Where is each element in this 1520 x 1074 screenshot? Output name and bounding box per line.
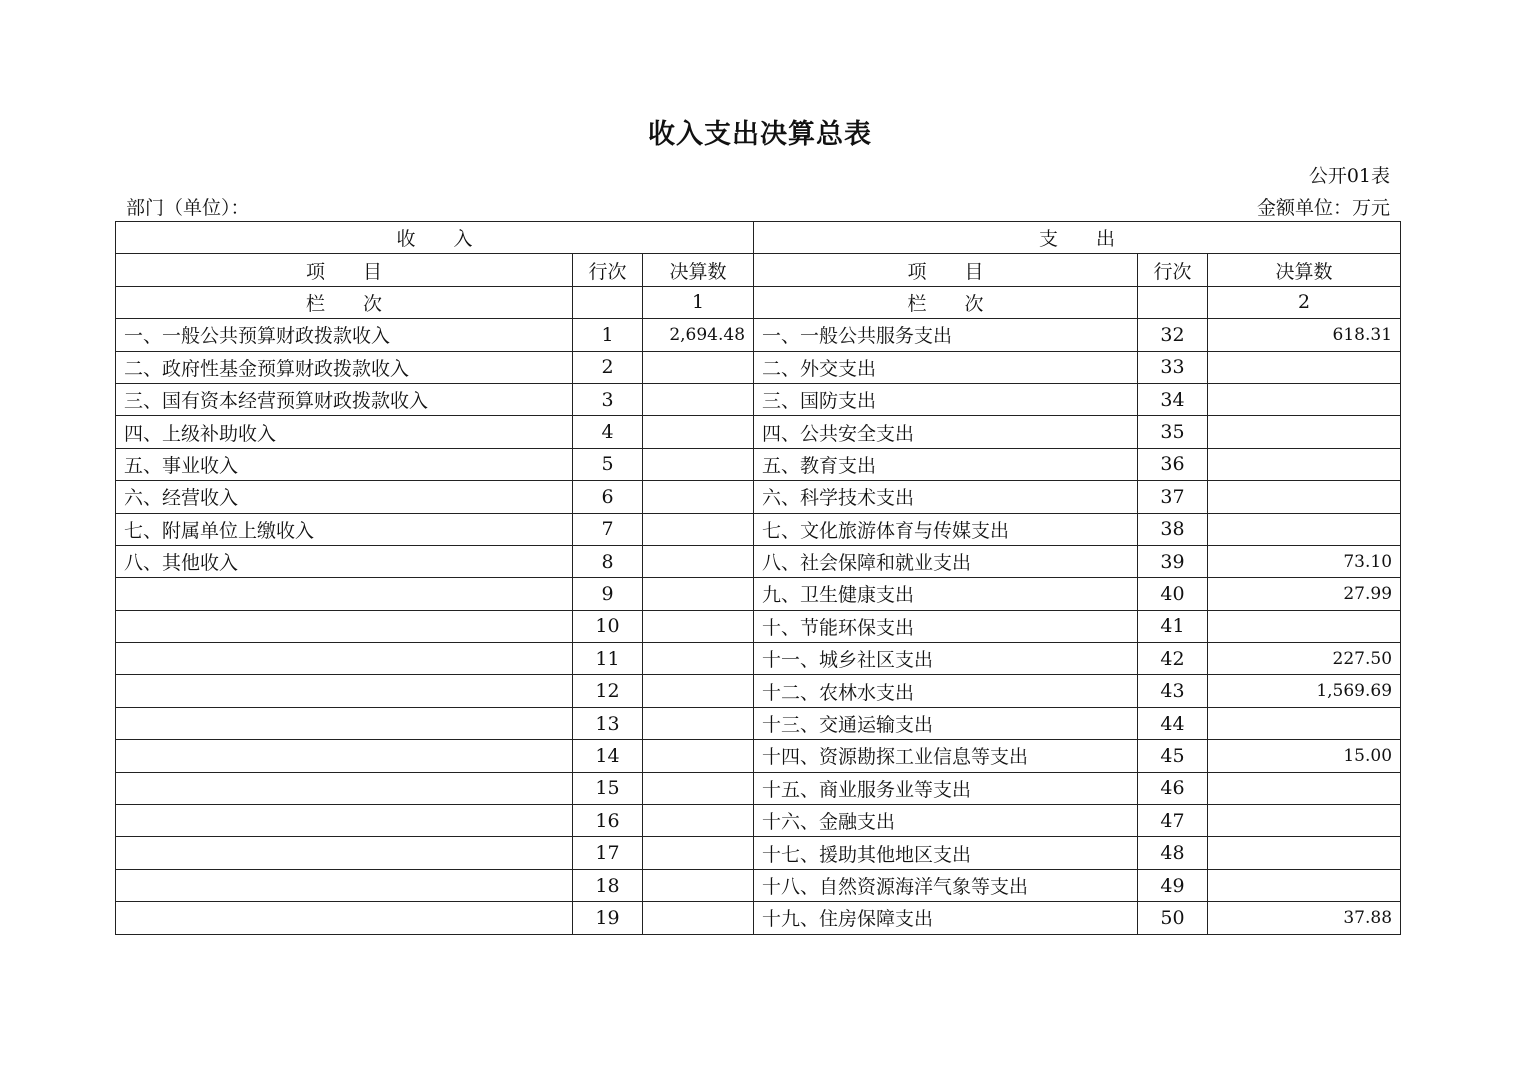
- income-amount: [643, 740, 754, 772]
- expense-item: 五、教育支出: [754, 448, 1138, 480]
- expense-amount: [1208, 772, 1401, 804]
- income-row-no: 17: [573, 837, 643, 869]
- expense-item: 十七、援助其他地区支出: [754, 837, 1138, 869]
- expense-amount: [1208, 416, 1401, 448]
- expense-row-no: 49: [1138, 869, 1208, 901]
- expense-amount: [1208, 869, 1401, 901]
- income-column-no-blank: [573, 286, 643, 318]
- table-row: [116, 610, 1401, 642]
- expense-amount: [1208, 707, 1401, 739]
- expense-amount: [1208, 448, 1401, 480]
- table-row: [116, 869, 1401, 901]
- expense-item: 三、国防支出: [754, 383, 1138, 415]
- income-amount: [643, 675, 754, 707]
- table-row: [116, 902, 1401, 934]
- expense-amount: [1208, 837, 1401, 869]
- expense-row-no: 47: [1138, 805, 1208, 837]
- table-row: [116, 481, 1401, 513]
- expense-item: 二、外交支出: [754, 351, 1138, 383]
- expense-item: 十八、自然资源海洋气象等支出: [754, 869, 1138, 901]
- expense-row-no: 32: [1138, 319, 1208, 351]
- income-row-no: 11: [573, 643, 643, 675]
- expense-item: 六、科学技术支出: [754, 481, 1138, 513]
- expense-item: 十三、交通运输支出: [754, 707, 1138, 739]
- income-amount: [643, 383, 754, 415]
- income-row-no: 3: [573, 383, 643, 415]
- income-amount: [643, 448, 754, 480]
- income-amount: [643, 513, 754, 545]
- income-row-no: 5: [573, 448, 643, 480]
- expense-row-no: 45: [1138, 740, 1208, 772]
- expense-item: 十、节能环保支出: [754, 610, 1138, 642]
- expense-item: 四、公共安全支出: [754, 416, 1138, 448]
- table-row: [116, 837, 1401, 869]
- table-row: [116, 772, 1401, 804]
- table-row: [116, 513, 1401, 545]
- income-item: [116, 902, 573, 934]
- expense-amount: 618.31: [1208, 319, 1401, 351]
- income-amount: [643, 805, 754, 837]
- expense-item: 十六、金融支出: [754, 805, 1138, 837]
- table-row: [116, 707, 1401, 739]
- expense-item: 十二、农林水支出: [754, 675, 1138, 707]
- table-row: [116, 351, 1401, 383]
- income-row-no: 7: [573, 513, 643, 545]
- table-row: [116, 545, 1401, 577]
- income-amount: [643, 416, 754, 448]
- income-expense-table: [115, 221, 1401, 935]
- income-amount: [643, 545, 754, 577]
- department-label: 部门（单位）：: [126, 197, 250, 219]
- income-amount: [643, 481, 754, 513]
- income-row-no: 16: [573, 805, 643, 837]
- expense-item: 九、卫生健康支出: [754, 578, 1138, 610]
- expense-section-header: 支 出: [754, 222, 1401, 254]
- table-row: [116, 578, 1401, 610]
- expense-item: 十一、城乡社区支出: [754, 643, 1138, 675]
- table-row: [116, 643, 1401, 675]
- expense-row-no: 37: [1138, 481, 1208, 513]
- table-row: [116, 448, 1401, 480]
- income-amount: [643, 772, 754, 804]
- income-item: 七、附属单位上缴收入: [116, 513, 573, 545]
- expense-row-no: 50: [1138, 902, 1208, 934]
- income-row-no: 18: [573, 869, 643, 901]
- expense-amount: 15.00: [1208, 740, 1401, 772]
- income-row-no: 6: [573, 481, 643, 513]
- income-item: [116, 675, 573, 707]
- expense-amount: [1208, 481, 1401, 513]
- expense-amount: [1208, 610, 1401, 642]
- income-amount: [643, 902, 754, 934]
- expense-row-no: 35: [1138, 416, 1208, 448]
- expense-item: 十九、住房保障支出: [754, 902, 1138, 934]
- income-row-no: 14: [573, 740, 643, 772]
- header-row-column-index: [116, 286, 1401, 318]
- income-item: 四、上级补助收入: [116, 416, 573, 448]
- income-item: [116, 869, 573, 901]
- table-row: [116, 740, 1401, 772]
- expense-row-no: 42: [1138, 643, 1208, 675]
- income-item: 一、一般公共预算财政拨款收入: [116, 319, 573, 351]
- income-amount: [643, 578, 754, 610]
- income-item: [116, 740, 573, 772]
- table-row: [116, 383, 1401, 415]
- expense-row-no: 40: [1138, 578, 1208, 610]
- expense-item: 八、社会保障和就业支出: [754, 545, 1138, 577]
- income-column-index: 1: [643, 286, 754, 318]
- income-row-no: 1: [573, 319, 643, 351]
- income-section-header: 收 入: [116, 222, 754, 254]
- income-item: 二、政府性基金预算财政拨款收入: [116, 351, 573, 383]
- income-item: [116, 610, 573, 642]
- income-amount: [643, 869, 754, 901]
- income-item: [116, 772, 573, 804]
- expense-amount: 27.99: [1208, 578, 1401, 610]
- income-amount: [643, 707, 754, 739]
- income-row-no: 8: [573, 545, 643, 577]
- expense-item: 十五、商业服务业等支出: [754, 772, 1138, 804]
- income-item: 三、国有资本经营预算财政拨款收入: [116, 383, 573, 415]
- expense-item: 十四、资源勘探工业信息等支出: [754, 740, 1138, 772]
- expense-row-no: 44: [1138, 707, 1208, 739]
- form-number: 公开01表: [1308, 165, 1390, 187]
- expense-amount: 73.10: [1208, 545, 1401, 577]
- income-row-no: 15: [573, 772, 643, 804]
- expense-amount: 37.88: [1208, 902, 1401, 934]
- header-row-columns: [116, 254, 1401, 286]
- income-item: [116, 805, 573, 837]
- expense-row-no: 41: [1138, 610, 1208, 642]
- income-row-no: 9: [573, 578, 643, 610]
- expense-amount: [1208, 805, 1401, 837]
- expense-row-no: 39: [1138, 545, 1208, 577]
- expense-column-no-label: 栏 次: [754, 286, 1138, 318]
- expense-column-no-blank: [1138, 286, 1208, 318]
- income-item: [116, 578, 573, 610]
- expense-item-header: 项 目: [754, 254, 1138, 286]
- table-row: [116, 805, 1401, 837]
- expense-item: 七、文化旅游体育与传媒支出: [754, 513, 1138, 545]
- income-row-no: 12: [573, 675, 643, 707]
- expense-amount: [1208, 383, 1401, 415]
- income-amount: 2,694.48: [643, 319, 754, 351]
- expense-row-no: 46: [1138, 772, 1208, 804]
- expense-row-no: 36: [1138, 448, 1208, 480]
- page-title: 收入支出决算总表: [648, 119, 872, 150]
- expense-row-no: 43: [1138, 675, 1208, 707]
- income-amount: [643, 610, 754, 642]
- income-amount: [643, 351, 754, 383]
- income-item: 五、事业收入: [116, 448, 573, 480]
- income-item: [116, 643, 573, 675]
- expense-column-index: 2: [1208, 286, 1401, 318]
- expense-amount: 1,569.69: [1208, 675, 1401, 707]
- income-item-header: 项 目: [116, 254, 573, 286]
- table-row: [116, 319, 1401, 351]
- income-amount-header: 决算数: [643, 254, 754, 286]
- income-row-no: 13: [573, 707, 643, 739]
- income-amount: [643, 837, 754, 869]
- expense-row-no: 38: [1138, 513, 1208, 545]
- income-column-no-label: 栏 次: [116, 286, 573, 318]
- expense-item: 一、一般公共服务支出: [754, 319, 1138, 351]
- income-row-no: 4: [573, 416, 643, 448]
- income-item: 六、经营收入: [116, 481, 573, 513]
- expense-row-no: 48: [1138, 837, 1208, 869]
- income-item: [116, 707, 573, 739]
- table-row: [116, 675, 1401, 707]
- income-row-no: 19: [573, 902, 643, 934]
- header-row-section: [116, 222, 1401, 254]
- table-row: [116, 416, 1401, 448]
- expense-amount: [1208, 513, 1401, 545]
- income-row-no: 2: [573, 351, 643, 383]
- income-item: 八、其他收入: [116, 545, 573, 577]
- amount-unit-label: 金额单位：万元: [1256, 197, 1390, 219]
- expense-row-no-header: 行次: [1138, 254, 1208, 286]
- expense-amount: [1208, 351, 1401, 383]
- expense-amount: 227.50: [1208, 643, 1401, 675]
- expense-row-no: 34: [1138, 383, 1208, 415]
- income-row-no-header: 行次: [573, 254, 643, 286]
- expense-amount-header: 决算数: [1208, 254, 1401, 286]
- income-row-no: 10: [573, 610, 643, 642]
- income-item: [116, 837, 573, 869]
- expense-row-no: 33: [1138, 351, 1208, 383]
- income-amount: [643, 643, 754, 675]
